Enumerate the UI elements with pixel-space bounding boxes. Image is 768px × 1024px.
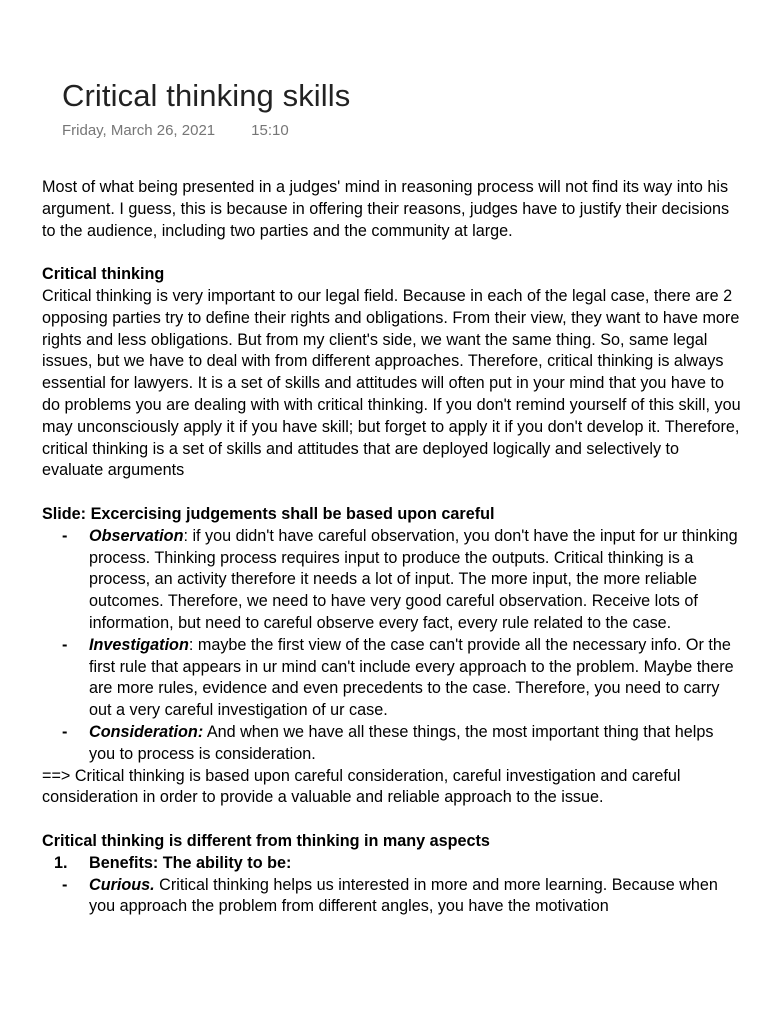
conclusion-paragraph: ==> Critical thinking is based upon careful consideration, careful investigation and careful consideration in order to provide a valuable and reliable approach to the issue. [42, 766, 681, 807]
intro-paragraph: Most of what being presented in a judges' mind in reasoning process will not find its way into his argument. I guess, this is because in offering their reasons, judges have to justify their decisions to the audience, including two parties and the community at large. [42, 178, 730, 240]
bullet-term: Curious. [89, 875, 155, 894]
list-item [42, 875, 742, 919]
bullet-text: : maybe the first view of the case can't provide all the necessary info. Or the first rule that appears in ur mind can't include every approach to the problem. Maybe there are more rules, evidence and even precedents to the case. Therefore, you need to carry out a very careful investigation of ur case. [89, 635, 734, 720]
list-item [42, 526, 742, 635]
numbered-item-text: Benefits: The ability to be: [89, 853, 292, 872]
note-date: Friday, March 26, 2021 [62, 122, 216, 139]
spacer [42, 242, 742, 264]
section-heading-slide: Slide: Excercising judgements shall be based upon careful [42, 504, 495, 523]
bullet-term: Investigation [89, 635, 189, 654]
bullet-text: : if you didn't have careful observation, you don't have the input for ur thinking process. Thinking process requires input to produce the outputs. Critical thinking is a process, an activity therefore it needs a lot of input. The more input, the more reliable outcomes. Therefore, we need to have very good careful observation. Receive lots of information, but need to careful observe every fact, every rule related to the case. [89, 526, 738, 632]
section-heading-different: Critical thinking is different from thinking in many aspects [42, 831, 490, 850]
note-metadata [62, 122, 289, 139]
list-item [42, 635, 742, 722]
note-body[interactable] [42, 177, 742, 918]
bullet-text: And when we have all these things, the most important thing that helps you to process is consideration. [89, 722, 714, 763]
number-marker: 1. [54, 853, 68, 872]
list-item [42, 722, 742, 766]
spacer [42, 809, 742, 831]
slide-bullet-list [42, 526, 742, 766]
section-heading-critical-thinking: Critical thinking [42, 265, 165, 284]
dash-bullet: - [62, 526, 68, 545]
dash-bullet: - [62, 722, 68, 741]
page-title: Critical thinking skills [62, 78, 351, 113]
dash-bullet: - [62, 635, 68, 654]
critical-thinking-paragraph: Critical thinking is very important to our legal field. Because in each of the legal case, there are 2 opposing parties try to define their rights and obligations. From their view, they want to have more rights and less obligations. But from my client's side, we want the same thing. So, same legal issues, but we have to deal with from different approaches. Therefore, critical thinking is always essential for lawyers. It is a set of skills and attitudes will often put in your mind that you have to do problems you are dealing with with critical thinking. If you don't remind yourself of this skill, you may unconsciously apply it if you have skill; but forget to apply it if you don't develop it. Therefore, critical thinking is a set of skills and attitudes that are deployed logically and selectively to evaluate arguments [42, 286, 741, 480]
note-time: 15:10 [251, 122, 289, 139]
bullet-text: Critical thinking helps us interested in more and more learning. Because when you approach the problem from different angles, you have the motivation [89, 875, 718, 916]
bullet-term: Consideration: [89, 722, 204, 741]
bullet-term: Observation [89, 526, 184, 545]
dash-bullet: - [62, 875, 68, 894]
list-item [42, 853, 742, 875]
spacer [42, 482, 742, 504]
numbered-list [42, 853, 742, 875]
benefits-bullet-list [42, 875, 742, 919]
